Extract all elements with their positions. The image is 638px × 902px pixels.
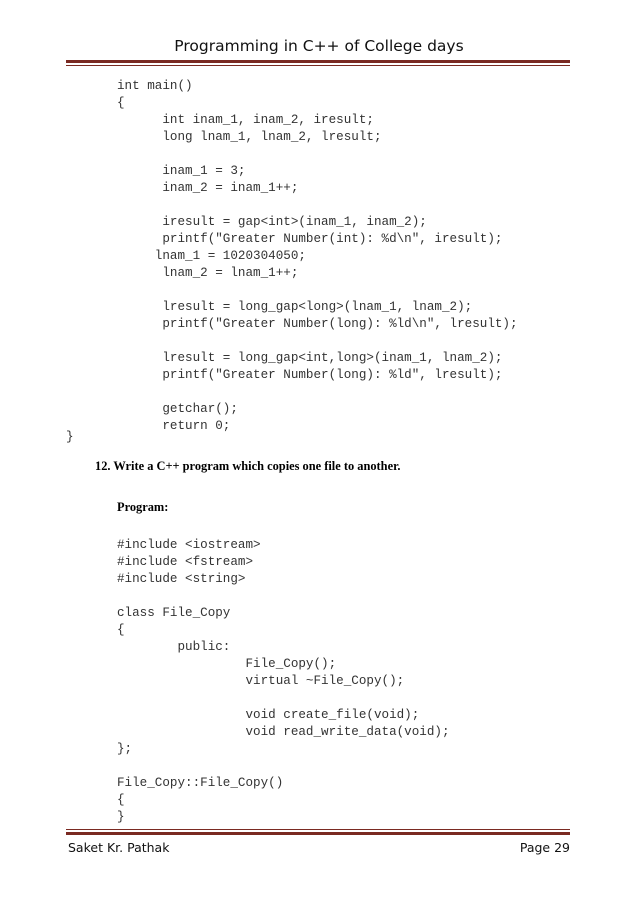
question-number: 12. bbox=[95, 459, 111, 473]
header-rule-thick bbox=[66, 60, 570, 63]
footer-rule-thin bbox=[66, 829, 570, 830]
code-block-main: int main() { int inam_1, inam_2, iresult; long lnam_1, lnam_2, lresult; inam_1 = 3; inam_2 = inam_1++; iresult = gap<int>(inam_1, inam_2); printf("Greater Number(int): %d\n", iresult); lnam_1 = 1020304050; lnam_2 = lnam_1++; lresult = long_gap<long>(lnam_1, lnam_2); printf("Greater Number(long): %ld\n", lresult); lresult = long_gap<int,long>(inam_1, lnam_2); printf("Greater Number(long): %ld", lresult); getchar(); return 0; bbox=[117, 79, 518, 433]
question-text: Write a C++ program which copies one file to another. bbox=[113, 459, 401, 473]
code-closing-brace: } bbox=[66, 430, 74, 444]
program-label: Program: bbox=[117, 500, 169, 514]
header-rule-thin bbox=[66, 65, 570, 66]
footer-page-number: Page 29 bbox=[519, 840, 570, 855]
footer-author: Saket Kr. Pathak bbox=[68, 840, 170, 855]
question-12 bbox=[95, 459, 401, 474]
code-block-file-copy: #include <iostream> #include <fstream> #include <string> class File_Copy { public: File_Copy(); virtual ~File_Copy(); void create_file(void); void read_write_data(void); }; File_Copy::File_Copy() { } bbox=[117, 538, 450, 824]
footer-rule-thick bbox=[66, 832, 570, 835]
page-header-title: Programming in C++ of College days bbox=[174, 37, 464, 55]
